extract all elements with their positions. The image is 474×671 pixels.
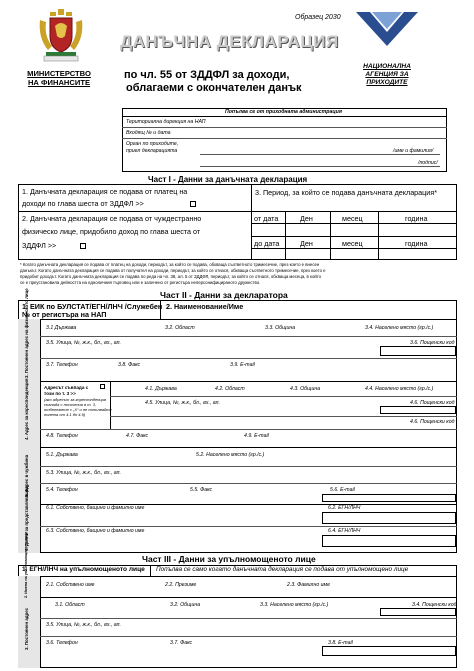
footnote-line-2: данъкът. Когато данъчната декларация се подава от получател на доходи, периодът, за който се отнася, обхваща съответното тримесечие, през което е	[20, 268, 326, 273]
part3-names-side-label: 2. Имена на упълномощеното лице	[24, 531, 28, 598]
territorial-label: Териториална дирекция на НАП	[126, 119, 206, 125]
to-month-input[interactable]	[331, 249, 377, 259]
f3-7-label: 3.7. Телефон	[46, 362, 78, 368]
footnote-line-1: * Когато данъчната декларация се подава от платец на доходи, периодът, за който се подава, обхваща съответното тримесечие, през което е внесен	[20, 262, 320, 267]
f4-4-label: 4.4. Населено място (гр./с.)	[365, 386, 434, 392]
payer-checkbox[interactable]	[190, 201, 196, 207]
p3-f3-7-label: 3.7. Факс	[170, 640, 193, 646]
p3-email-input[interactable]	[322, 646, 456, 656]
eik-label-1: 1. ЕИК по БУЛСТАТ/ЕГН/ЛНЧ /Служебен	[22, 302, 163, 311]
name-family-label: /име и фамилия/	[393, 148, 434, 154]
f4-9-label: 4.9. E-mail	[244, 433, 269, 439]
f5-1-label: 5.1. Държава	[46, 452, 78, 458]
p3-f3-8-label: 3.8. E-mail	[328, 640, 353, 646]
p3-f2-2-label: 2.2. Презиме	[165, 582, 197, 588]
admin-section	[122, 108, 447, 172]
ministry-name: МИНИСТЕРСТВО НА ФИНАНСИТЕ	[27, 69, 91, 87]
part3-title: Част III - Данни за упълномощеното лице	[142, 554, 316, 564]
f3-4-label: 3.4. Населено място (гр./с.)	[365, 325, 434, 331]
name-label: 2. Наименование/Име	[166, 302, 244, 311]
from-date-label: от дата	[254, 214, 279, 223]
f4-6-label: 4.6. Пощенски код	[410, 400, 455, 406]
from-year-input[interactable]	[379, 224, 456, 235]
f4-8-label: 4.8. Телефон	[46, 433, 78, 439]
eik-label-2: № от регистъра на НАП	[22, 310, 107, 319]
postal-code-4-input[interactable]	[380, 406, 456, 414]
from-month-input[interactable]	[331, 224, 377, 235]
f6-1-label: 6.1. Собствено, бащино и фамилно име	[46, 505, 145, 511]
month-header-1: месец	[342, 214, 363, 223]
receiving-body-label-1: Орган по приходите,	[126, 141, 179, 147]
p3-f3-4-label: 3.4. Пощенски код	[412, 602, 457, 608]
agency-name: НАЦИОНАЛНА АГЕНЦИЯ ЗА ПРИХОДИТЕ	[363, 63, 411, 86]
p3-f2-1-label: 2.1. Собствено име	[46, 582, 95, 588]
coat-of-arms-logo	[36, 6, 86, 66]
same-address-checkbox[interactable]	[100, 384, 105, 389]
f4-2-label: 4.2. Област	[215, 386, 245, 392]
f5-4-label: 5.4. Телефон	[46, 487, 78, 493]
month-header-2: месец	[342, 239, 363, 248]
f3-1-label: 3.1 Държава	[46, 325, 77, 331]
section3-side-label: 3. Постоянен адрес на физическото лице	[24, 288, 29, 378]
day-header-1: Ден	[300, 214, 313, 223]
part3-egn-label: 1. ЕГН/ЛНЧ на упълномощеното лице	[22, 566, 145, 573]
footnote-line-3: придобит доходът. Когато данъчната декларация се подава по реда на чл. 38, ал. 5 от ЗДДФЛ, периодът, за който се отнася, обхваща месеца, в който	[20, 274, 322, 279]
item2-text-c: ЗДДФЛ >>	[22, 241, 57, 250]
receiving-body-label-2: приел декларацията	[126, 148, 178, 154]
f3-5-label: 3.5. Улица, №, ж.к., бл., вх., ап.	[46, 340, 121, 346]
section6-side-label: 6. Данни за представляващия	[24, 485, 29, 551]
p3-f3-2-label: 3.2. Община	[170, 602, 201, 608]
to-year-input[interactable]	[379, 249, 456, 259]
part2-title: Част II - Данни за декларатора	[160, 290, 288, 300]
footnote-line-4: се е преустановила дейността на едноличния търговец или е заличено от регистъра неперсонифицираното дружество.	[20, 280, 261, 285]
f3-9-label: 3.9. E-mail	[230, 362, 255, 368]
f6-4-label: 6.4. ЕГН/ЛНЧ	[328, 528, 361, 534]
f3-3-label: 3.3. Община	[265, 325, 296, 331]
foreign-person-checkbox[interactable]	[80, 243, 86, 249]
f4-note-3: (ако адресът за кореспонденция	[44, 397, 107, 402]
year-header-1: година	[405, 214, 428, 223]
item2-text-b: физическо лице, придобило доход по глава шеста от	[22, 227, 201, 236]
item1-text-b: доходи по глава шеста от ЗДДФЛ >>	[22, 199, 144, 208]
f4-5-label: 4.5. Улица, №, ж.к., бл., вх., ап.	[145, 400, 220, 406]
f4-3-label: 4.3. Община	[290, 386, 321, 392]
f4-7-label: 4.7. Факс	[126, 433, 149, 439]
f3-6-label: 3.6. Пощенски код	[410, 340, 455, 346]
sample-number: Образец 2030	[295, 14, 341, 21]
p3-postal-code-input[interactable]	[380, 608, 456, 616]
document-subtitle-2: облагаеми с окончателен данък	[126, 82, 302, 94]
to-date-label: до дата	[254, 239, 280, 248]
f6-3-label: 6.3. Собствено, бащино и фамилно име	[46, 528, 145, 534]
postal-code-3-input[interactable]	[380, 346, 456, 356]
p3-f3-3-label: 3.3. Населено място (гр./с.)	[260, 602, 329, 608]
item2-text-a: 2. Данъчната декларация се подава от чуждестранно	[22, 214, 202, 223]
item3-text: 3. Период, за който се подава данъчната декларация*	[255, 188, 438, 197]
part3-address-side-label: 3. Постоянен адрес	[24, 607, 29, 650]
part3-note: Попълва се само когато данъчната декларация се подава от упълномощено лице	[156, 566, 409, 573]
section5-side-label: 5. Адрес в чужбина	[24, 454, 29, 497]
email-5-input[interactable]	[322, 494, 456, 502]
egn-6-2-input[interactable]	[322, 512, 456, 524]
document-title: ДАНЪЧНА ДЕКЛАРАЦИЯ	[120, 32, 339, 51]
f4-1-label: 4.1. Държава	[145, 386, 177, 392]
f4-note-6: полета от 4.1 до 4.9)	[44, 412, 86, 417]
f4-note-2: този по т. 3 >>	[44, 391, 76, 396]
f5-6-label: 5.6. E-mail	[330, 487, 355, 493]
f5-2-label: 5.2. Населено място (гр./с.)	[196, 452, 265, 458]
part1-title: Част I - Данни за данъчната декларация	[148, 175, 308, 184]
p3-f3-1-label: 3.1. Област	[55, 602, 85, 608]
f4-note-5: отбележете с „X“ и не попълвайте	[44, 407, 112, 412]
admin-title: Попълва се от приходната администрация	[225, 109, 342, 115]
incoming-label: Входящ № и дата	[126, 130, 171, 136]
to-day-input[interactable]	[286, 249, 329, 259]
f4-note-1: Адресът съвпада с	[44, 385, 89, 390]
f5-3-label: 5.3. Улица, №, ж.к., бл., вх., ап.	[46, 470, 121, 476]
from-day-input[interactable]	[286, 224, 329, 235]
section4-side-label: 4. Адрес за кореспонденция	[24, 378, 29, 440]
signature-label: /подпис/	[418, 160, 438, 166]
item1-text-a: 1. Данъчната декларация се подава от платец на	[22, 187, 188, 196]
f4-note-4: съвпада с посочения в т. 3,	[44, 402, 97, 407]
f3-2-label: 3.2. Област	[165, 325, 195, 331]
day-header-2: Ден	[300, 239, 313, 248]
year-header-2: година	[405, 239, 428, 248]
f4-6b-label: 4.6. Пощенски код	[410, 419, 455, 425]
f6-2-label: 6.2. ЕГН/ЛНЧ	[328, 505, 361, 511]
p3-f3-5-label: 3.5. Улица, №, ж.к., бл., вх., ап.	[46, 622, 121, 628]
egn-6-4-input[interactable]	[322, 535, 456, 547]
f3-8-label: 3.8. Факс	[118, 362, 141, 368]
document-subtitle-1: по чл. 55 от ЗДДФЛ за доходи,	[124, 69, 290, 81]
f5-5-label: 5.5. Факс	[190, 487, 213, 493]
p3-f2-3-label: 2.3. Фамилно име	[287, 582, 330, 588]
nap-agency-logo	[356, 12, 418, 60]
p3-f3-6-label: 3.6. Телефон	[46, 640, 78, 646]
